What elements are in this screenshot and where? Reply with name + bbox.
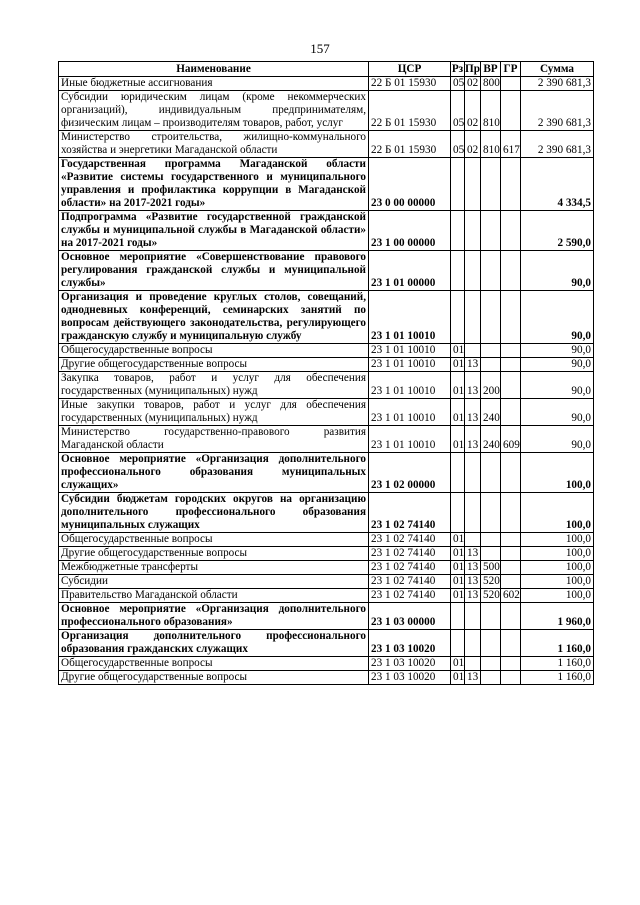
cell-pr bbox=[465, 657, 481, 671]
cell-gr bbox=[501, 91, 521, 131]
cell-name: Министерство государственно-правового развития Магаданской области bbox=[59, 426, 369, 453]
cell-sum: 1 160,0 bbox=[521, 657, 594, 671]
cell-gr bbox=[501, 77, 521, 91]
table-row bbox=[59, 91, 594, 131]
cell-gr bbox=[501, 493, 521, 533]
cell-sum: 90,0 bbox=[521, 344, 594, 358]
cell-pr: 02 bbox=[465, 91, 481, 131]
header-csr: ЦСР bbox=[369, 62, 451, 77]
cell-csr: 23 1 03 10020 bbox=[369, 630, 451, 657]
cell-gr bbox=[501, 211, 521, 251]
cell-sum: 4 334,5 bbox=[521, 158, 594, 211]
header-name: Наименование bbox=[59, 62, 369, 77]
cell-rz: 01 bbox=[451, 426, 465, 453]
cell-name: Другие общегосударственные вопросы bbox=[59, 358, 369, 372]
cell-csr: 23 1 01 10010 bbox=[369, 426, 451, 453]
cell-csr: 22 Б 01 15930 bbox=[369, 77, 451, 91]
cell-rz: 05 bbox=[451, 77, 465, 91]
table-row bbox=[59, 344, 594, 358]
cell-csr: 23 1 03 00000 bbox=[369, 603, 451, 630]
cell-csr: 23 1 00 00000 bbox=[369, 211, 451, 251]
cell-gr bbox=[501, 251, 521, 291]
cell-sum: 90,0 bbox=[521, 251, 594, 291]
cell-sum: 2 590,0 bbox=[521, 211, 594, 251]
cell-csr: 23 1 01 00000 bbox=[369, 251, 451, 291]
table-row bbox=[59, 603, 594, 630]
cell-csr: 22 Б 01 15930 bbox=[369, 131, 451, 158]
cell-gr bbox=[501, 453, 521, 493]
cell-rz bbox=[451, 453, 465, 493]
cell-gr: 602 bbox=[501, 589, 521, 603]
cell-vr bbox=[481, 453, 501, 493]
cell-vr: 240 bbox=[481, 426, 501, 453]
table-row bbox=[59, 575, 594, 589]
table-row bbox=[59, 533, 594, 547]
cell-vr: 240 bbox=[481, 399, 501, 426]
table-row bbox=[59, 77, 594, 91]
cell-name: Другие общегосударственные вопросы bbox=[59, 671, 369, 685]
cell-gr bbox=[501, 344, 521, 358]
cell-pr: 13 bbox=[465, 426, 481, 453]
table-row bbox=[59, 671, 594, 685]
cell-rz: 01 bbox=[451, 589, 465, 603]
cell-gr bbox=[501, 671, 521, 685]
cell-vr: 520 bbox=[481, 589, 501, 603]
cell-rz: 01 bbox=[451, 358, 465, 372]
cell-name: Организация и проведение круглых столов, совещаний, однодневных конференций, семинарских занятий по вопросам действующего законодательства, регулирующего гражданскую службу и муниципальную службу bbox=[59, 291, 369, 344]
cell-gr bbox=[501, 657, 521, 671]
cell-sum: 90,0 bbox=[521, 399, 594, 426]
cell-name: Подпрограмма «Развитие государственной гражданской службы и муниципальной службы в Магаданской области» на 2017-2021 годы» bbox=[59, 211, 369, 251]
cell-csr: 23 1 02 74140 bbox=[369, 589, 451, 603]
table-row bbox=[59, 493, 594, 533]
cell-pr bbox=[465, 291, 481, 344]
cell-vr bbox=[481, 291, 501, 344]
cell-vr bbox=[481, 671, 501, 685]
cell-pr: 13 bbox=[465, 575, 481, 589]
table-row bbox=[59, 372, 594, 399]
cell-csr: 23 1 02 74140 bbox=[369, 547, 451, 561]
header-gr: ГР bbox=[501, 62, 521, 77]
cell-pr bbox=[465, 158, 481, 211]
page-number: 157 bbox=[310, 41, 330, 56]
cell-sum: 90,0 bbox=[521, 372, 594, 399]
table-row bbox=[59, 211, 594, 251]
table-row bbox=[59, 131, 594, 158]
cell-vr bbox=[481, 158, 501, 211]
cell-pr bbox=[465, 344, 481, 358]
cell-gr bbox=[501, 372, 521, 399]
cell-sum: 1 160,0 bbox=[521, 671, 594, 685]
cell-vr bbox=[481, 603, 501, 630]
cell-vr bbox=[481, 493, 501, 533]
cell-csr: 23 1 02 00000 bbox=[369, 453, 451, 493]
cell-pr bbox=[465, 603, 481, 630]
cell-sum: 2 390 681,3 bbox=[521, 91, 594, 131]
cell-pr: 13 bbox=[465, 372, 481, 399]
cell-pr bbox=[465, 533, 481, 547]
cell-vr: 810 bbox=[481, 131, 501, 158]
table-row bbox=[59, 358, 594, 372]
cell-name: Министерство строительства, жилищно-коммунального хозяйства и энергетики Магаданской области bbox=[59, 131, 369, 158]
cell-rz bbox=[451, 211, 465, 251]
cell-gr bbox=[501, 547, 521, 561]
cell-name: Организация дополнительного профессионального образования гражданских служащих bbox=[59, 630, 369, 657]
cell-rz: 01 bbox=[451, 657, 465, 671]
cell-rz: 01 bbox=[451, 561, 465, 575]
cell-csr: 23 1 01 10010 bbox=[369, 399, 451, 426]
cell-csr: 23 1 01 10010 bbox=[369, 344, 451, 358]
cell-vr bbox=[481, 657, 501, 671]
cell-sum: 100,0 bbox=[521, 533, 594, 547]
cell-gr: 609 bbox=[501, 426, 521, 453]
cell-rz bbox=[451, 251, 465, 291]
cell-csr: 23 1 01 10010 bbox=[369, 358, 451, 372]
cell-vr bbox=[481, 344, 501, 358]
cell-vr bbox=[481, 630, 501, 657]
cell-gr bbox=[501, 533, 521, 547]
cell-csr: 23 1 02 74140 bbox=[369, 493, 451, 533]
cell-pr: 13 bbox=[465, 547, 481, 561]
cell-pr: 13 bbox=[465, 358, 481, 372]
table-row bbox=[59, 399, 594, 426]
cell-name: Общегосударственные вопросы bbox=[59, 533, 369, 547]
cell-gr: 617 bbox=[501, 131, 521, 158]
cell-rz bbox=[451, 291, 465, 344]
table-row bbox=[59, 453, 594, 493]
cell-pr bbox=[465, 251, 481, 291]
cell-pr: 02 bbox=[465, 77, 481, 91]
cell-name: Субсидии юридическим лицам (кроме некоммерческих организаций), индивидуальным предпринимателям, физическим лицам – производителям товаров, работ, услуг bbox=[59, 91, 369, 131]
cell-gr bbox=[501, 561, 521, 575]
cell-gr bbox=[501, 630, 521, 657]
header-sum: Сумма bbox=[521, 62, 594, 77]
cell-gr bbox=[501, 575, 521, 589]
cell-csr: 23 1 01 10010 bbox=[369, 291, 451, 344]
cell-csr: 23 1 03 10020 bbox=[369, 657, 451, 671]
cell-sum: 1 960,0 bbox=[521, 603, 594, 630]
cell-vr bbox=[481, 358, 501, 372]
cell-name: Субсидии бюджетам городских округов на организацию дополнительного профессионального образования муниципальных служащих bbox=[59, 493, 369, 533]
table-row bbox=[59, 426, 594, 453]
cell-csr: 23 1 02 74140 bbox=[369, 575, 451, 589]
cell-rz bbox=[451, 158, 465, 211]
cell-rz: 01 bbox=[451, 372, 465, 399]
cell-pr: 13 bbox=[465, 589, 481, 603]
table-row bbox=[59, 589, 594, 603]
cell-name: Основное мероприятие «Организация дополнительного профессионального образования муниципальных служащих» bbox=[59, 453, 369, 493]
cell-vr bbox=[481, 547, 501, 561]
cell-pr bbox=[465, 453, 481, 493]
cell-vr: 800 bbox=[481, 77, 501, 91]
cell-sum: 100,0 bbox=[521, 493, 594, 533]
cell-pr bbox=[465, 493, 481, 533]
table-body bbox=[59, 77, 594, 685]
header-rz: Рз bbox=[451, 63, 464, 75]
cell-vr: 520 bbox=[481, 575, 501, 589]
cell-sum: 90,0 bbox=[521, 358, 594, 372]
cell-name: Закупка товаров, работ и услуг для обеспечения государственных (муниципальных) нужд bbox=[59, 372, 369, 399]
cell-pr bbox=[465, 211, 481, 251]
budget-table bbox=[58, 61, 594, 685]
cell-rz: 01 bbox=[451, 575, 465, 589]
cell-sum: 100,0 bbox=[521, 589, 594, 603]
cell-csr: 23 1 03 10020 bbox=[369, 671, 451, 685]
table-row bbox=[59, 291, 594, 344]
cell-csr: 23 1 02 74140 bbox=[369, 533, 451, 547]
cell-gr bbox=[501, 158, 521, 211]
cell-sum: 100,0 bbox=[521, 547, 594, 561]
table-row bbox=[59, 251, 594, 291]
cell-rz: 01 bbox=[451, 671, 465, 685]
cell-vr: 810 bbox=[481, 91, 501, 131]
table-row bbox=[59, 158, 594, 211]
cell-sum: 100,0 bbox=[521, 561, 594, 575]
table-row bbox=[59, 657, 594, 671]
cell-name: Государственная программа Магаданской области «Развитие системы государственного и муниципального управления и профилактика коррупции в Магаданской области» на 2017-2021 годы» bbox=[59, 158, 369, 211]
cell-sum: 90,0 bbox=[521, 426, 594, 453]
cell-name: Иные бюджетные ассигнования bbox=[59, 77, 369, 91]
cell-name: Другие общегосударственные вопросы bbox=[59, 547, 369, 561]
cell-csr: 22 Б 01 15930 bbox=[369, 91, 451, 131]
cell-name: Общегосударственные вопросы bbox=[59, 657, 369, 671]
cell-name: Основное мероприятие «Совершенствование правового регулирования гражданской службы и муниципальной службы» bbox=[59, 251, 369, 291]
cell-vr bbox=[481, 211, 501, 251]
cell-sum: 90,0 bbox=[521, 291, 594, 344]
cell-rz bbox=[451, 493, 465, 533]
cell-sum: 2 390 681,3 bbox=[521, 131, 594, 158]
cell-vr: 500 bbox=[481, 561, 501, 575]
cell-name: Общегосударственные вопросы bbox=[59, 344, 369, 358]
cell-rz bbox=[451, 630, 465, 657]
cell-rz: 01 bbox=[451, 547, 465, 561]
cell-csr: 23 0 00 00000 bbox=[369, 158, 451, 211]
cell-vr: 200 bbox=[481, 372, 501, 399]
header-vr: ВР bbox=[481, 62, 501, 77]
cell-rz: 01 bbox=[451, 399, 465, 426]
cell-name: Субсидии bbox=[59, 575, 369, 589]
cell-rz: 05 bbox=[451, 91, 465, 131]
cell-rz bbox=[451, 603, 465, 630]
cell-rz: 05 bbox=[451, 131, 465, 158]
table-header-row bbox=[59, 62, 594, 77]
cell-name: Иные закупки товаров, работ и услуг для обеспечения государственных (муниципальных) нужд bbox=[59, 399, 369, 426]
cell-gr bbox=[501, 291, 521, 344]
cell-name: Основное мероприятие «Организация дополнительного профессионального образования» bbox=[59, 603, 369, 630]
cell-pr: 13 bbox=[465, 561, 481, 575]
cell-name: Правительство Магаданской области bbox=[59, 589, 369, 603]
header-pr: Пр bbox=[465, 63, 480, 75]
cell-pr: 13 bbox=[465, 399, 481, 426]
cell-name: Межбюджетные трансферты bbox=[59, 561, 369, 575]
cell-sum: 100,0 bbox=[521, 575, 594, 589]
cell-gr bbox=[501, 399, 521, 426]
cell-rz: 01 bbox=[451, 344, 465, 358]
cell-csr: 23 1 01 10010 bbox=[369, 372, 451, 399]
cell-gr bbox=[501, 603, 521, 630]
cell-vr bbox=[481, 533, 501, 547]
table-row bbox=[59, 630, 594, 657]
cell-sum: 100,0 bbox=[521, 453, 594, 493]
cell-sum: 2 390 681,3 bbox=[521, 77, 594, 91]
cell-vr bbox=[481, 251, 501, 291]
table-row bbox=[59, 547, 594, 561]
cell-pr bbox=[465, 630, 481, 657]
cell-rz: 01 bbox=[451, 533, 465, 547]
table-row bbox=[59, 561, 594, 575]
cell-gr bbox=[501, 358, 521, 372]
cell-pr: 13 bbox=[465, 671, 481, 685]
cell-sum: 1 160,0 bbox=[521, 630, 594, 657]
cell-csr: 23 1 02 74140 bbox=[369, 561, 451, 575]
cell-pr: 02 bbox=[465, 131, 481, 158]
